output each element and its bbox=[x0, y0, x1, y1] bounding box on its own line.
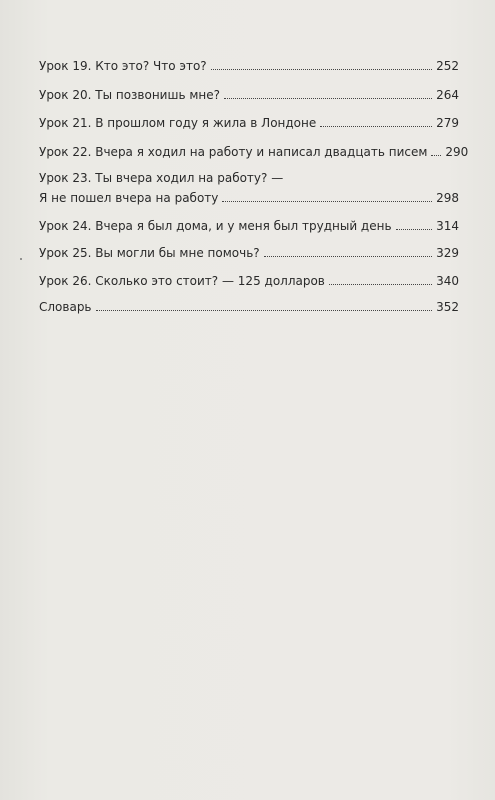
dot-leader bbox=[320, 126, 432, 127]
dot-leader bbox=[264, 256, 432, 257]
toc-entry-lesson-20 bbox=[39, 87, 459, 103]
toc-entry-lesson-24 bbox=[39, 218, 459, 234]
toc-entry-title: Словарь bbox=[39, 300, 92, 314]
toc-entry-page: 298 bbox=[436, 191, 459, 205]
toc-entry-page: 352 bbox=[436, 300, 459, 314]
dot-leader bbox=[396, 229, 433, 230]
toc-entry-lesson-19 bbox=[39, 58, 459, 74]
toc-entry-dictionary bbox=[39, 299, 459, 315]
dot-leader bbox=[222, 201, 432, 202]
toc-entry-title: Урок 19. Кто это? Что это? bbox=[39, 59, 207, 73]
toc-entry-title: Урок 21. В прошлом году я жила в Лондоне bbox=[39, 116, 317, 130]
toc-entry-title: Урок 22. Вчера я ходил на работу и написал двадцать писем bbox=[39, 145, 428, 159]
toc-entry-page: 264 bbox=[436, 88, 459, 102]
toc-entry-lesson-25 bbox=[39, 245, 459, 261]
toc-entry-lesson-21 bbox=[39, 115, 459, 131]
dot-leader bbox=[431, 155, 441, 156]
toc-entry-page: 279 bbox=[436, 116, 459, 130]
dot-leader bbox=[329, 284, 432, 285]
toc-entry-title-line2: Я не пошел вчера на работу bbox=[39, 191, 219, 205]
toc-entry-title-line1: Урок 23. Ты вчера ходил на работу? — bbox=[39, 171, 284, 185]
toc-entry-page: 329 bbox=[436, 246, 459, 260]
toc-entry-lesson-22 bbox=[39, 144, 469, 160]
toc-entry-title: Урок 20. Ты позвонишь мне? bbox=[39, 88, 220, 102]
toc-entry-page: 252 bbox=[436, 59, 459, 73]
dot-leader bbox=[211, 69, 432, 70]
toc-entry-title: Урок 24. Вчера я был дома, и у меня был трудный день bbox=[39, 219, 392, 233]
toc-entry-title: Урок 25. Вы могли бы мне помочь? bbox=[39, 246, 260, 260]
toc-entry-page: 314 bbox=[436, 219, 459, 233]
dot-leader bbox=[96, 310, 433, 311]
toc-entry-lesson-26 bbox=[39, 273, 459, 289]
toc-entry-page: 290 bbox=[445, 145, 469, 159]
paper-speck bbox=[20, 258, 22, 260]
toc-entry-page: 340 bbox=[436, 274, 459, 288]
dot-leader bbox=[224, 98, 432, 99]
toc-entry-title: Урок 26. Сколько это стоит? — 125 долларов bbox=[39, 274, 325, 288]
toc-entry-lesson-23 bbox=[39, 170, 459, 206]
